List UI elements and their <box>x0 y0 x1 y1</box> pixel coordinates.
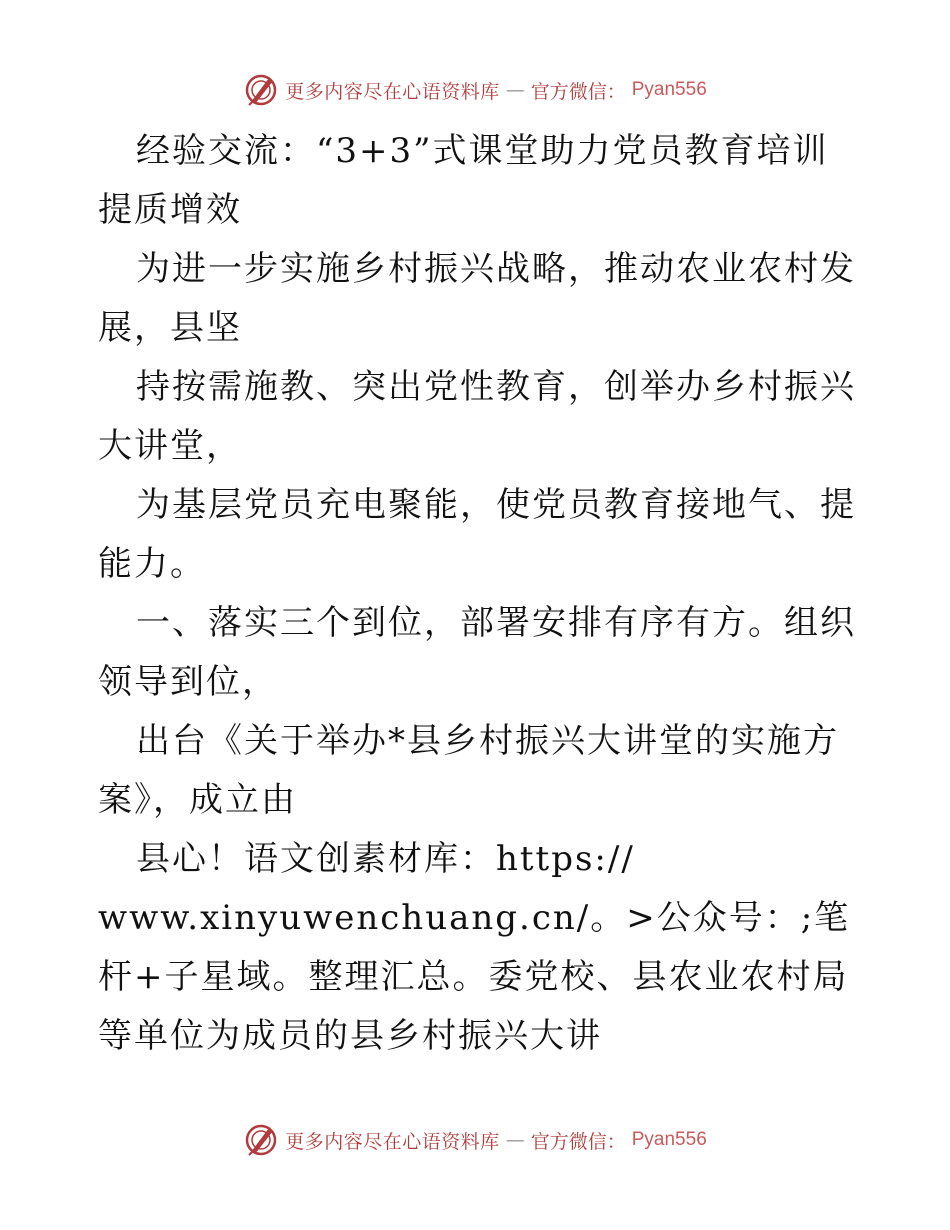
document-title: 经验交流：“3+3”式课堂助力党员教育培训提质增效 <box>98 131 829 230</box>
banner-text: 更多内容尽在心语资料库 <box>285 1130 500 1153</box>
header-watermark-banner <box>0 70 950 110</box>
paragraph: 为进一步实施乡村振兴战略，推动农业农村发展，县坚 <box>98 249 856 348</box>
footer-watermark-banner <box>0 1120 950 1160</box>
paragraph: 为基层党员充电聚能，使党员教育接地气、提能力。 <box>98 485 856 584</box>
paragraph: 持按需施教、突出党性教育，创举办乡村振兴大讲堂， <box>98 367 856 466</box>
paragraph: 出台《关于举办*县乡村振兴大讲堂的实施方案》，成立由 <box>98 721 839 820</box>
quill-logo-icon <box>243 72 279 108</box>
banner-separator: — <box>505 1129 525 1151</box>
paragraph: www.xinyuwenchuang.cn/。>公众号：;笔杆+子星域。整理汇总。委党校、县农业农村局等单位为成员的县乡村振兴大讲 <box>98 898 851 1056</box>
banner-wechat-label: 官方微信： <box>530 1130 626 1153</box>
document-body <box>98 122 858 1066</box>
quill-logo-icon <box>243 1122 279 1158</box>
banner-wechat-id: Pyan556 <box>631 79 707 100</box>
paragraph: 县心！语文创素材库：https:// <box>136 839 635 879</box>
banner-text: 更多内容尽在心语资料库 <box>285 80 500 103</box>
banner-separator: — <box>505 79 525 101</box>
paragraph: 一、落实三个到位，部署安排有序有方。组织领导到位， <box>98 603 856 702</box>
banner-wechat-id: Pyan556 <box>631 1129 707 1150</box>
banner-wechat-label: 官方微信： <box>530 80 626 103</box>
